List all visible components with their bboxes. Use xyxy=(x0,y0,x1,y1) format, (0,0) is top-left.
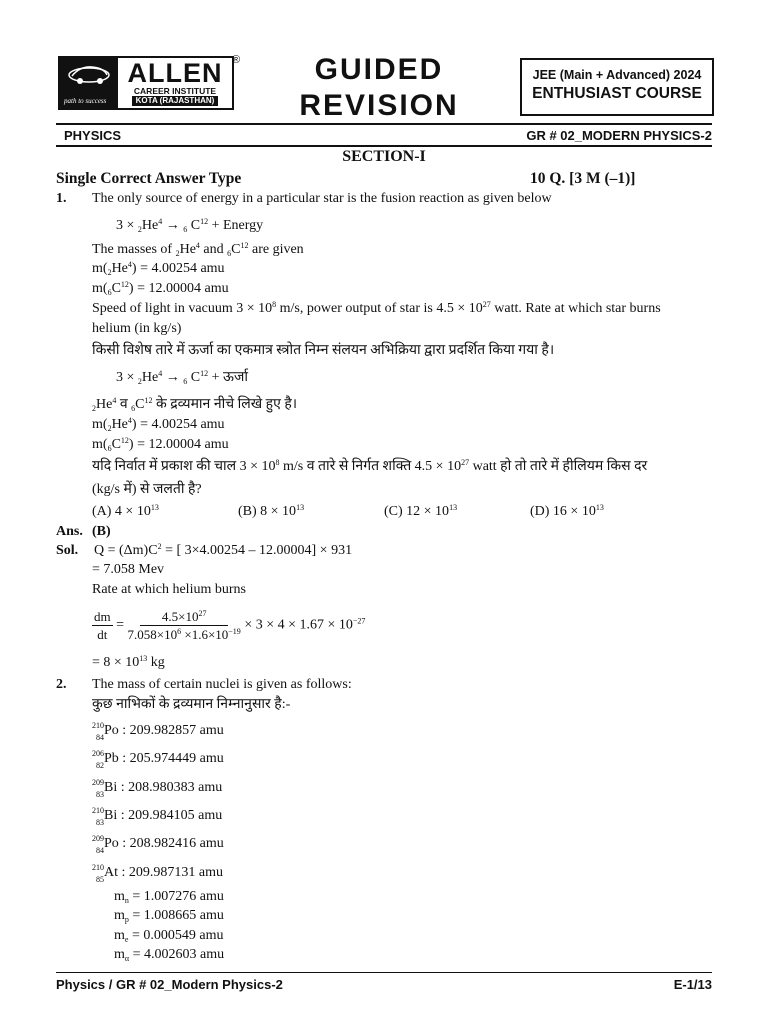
solution-line-1: $Q = (\Delta m)C^2$ = [ 3×4.00254 – 12.00004] × 931 xyxy=(94,542,353,558)
solution-line-3: Rate at which helium burns xyxy=(92,582,246,597)
course-name: ENTHUSIAST COURSE xyxy=(532,85,702,102)
logo-location: KOTA (RAJASTHAN) xyxy=(132,96,219,106)
particle-mass: $m_n = 1.007276$ amu xyxy=(114,889,224,905)
speed-line: Speed of light in vacuum $3 \times 10^8$ m/s, power output of star is $4.5 \times 10^{27}$ watt. Rate at which star burns xyxy=(92,300,661,316)
option-b: (B) $8 \times 10^{13}$ xyxy=(238,503,305,519)
hindi-mass-helium: $m(_2He^4) = 4.00254$ amu xyxy=(92,416,225,433)
title-line-2: REVISION xyxy=(299,89,459,122)
question-type: Single Correct Answer Type xyxy=(56,170,242,187)
hindi-stem: किसी विशेष तारे में ऊर्जा का एकमात्र स्त्रोत निम्न संलयन अभिक्रिया द्वारा प्रदर्शित किया गया है। xyxy=(92,343,555,358)
option-d: (D) $16 \times 10^{13}$ xyxy=(530,503,604,519)
logo-tagline: path to success xyxy=(64,97,107,105)
gr-label: GR # 02_MODERN PHYSICS-2 xyxy=(526,128,712,143)
option-a: (A) $4 \times 10^{13}$ xyxy=(92,503,159,519)
page-title xyxy=(296,52,462,124)
nucleus-row: 206 82 Pb : 205.974449 amu xyxy=(92,749,224,770)
footer-rule xyxy=(56,972,712,973)
question-stem: The only source of energy in a particular star is the fusion reaction as given below xyxy=(92,191,552,206)
course-box xyxy=(520,58,714,116)
rate-equation: $\frac{dm}{dt}$ = $\frac{4.5\times 10^{27}}{7.058\times 10^6 \times 1.6\times 10^{-19}}$ × $3 \times 4 \times 1.67 \times 10^{-27}$ xyxy=(94,609,366,642)
fusion-reaction: $3 \times _2He^4 \to _6$ $C^{12}$ + Energy xyxy=(116,217,264,234)
logo-word: ALLEN xyxy=(127,58,223,88)
solution-label: Sol. xyxy=(56,543,79,558)
hindi-masses-line: $_2He^4$ व $_6C^{12}$ के द्रव्यमान नीचे लिखे हुए है। xyxy=(92,396,298,413)
nucleus-row: 209 84 Po : 208.982416 amu xyxy=(92,834,224,855)
option-c: (C) $12 \times 10^{13}$ xyxy=(384,503,458,519)
question-number-2: 2. xyxy=(56,677,67,692)
question-2-stem: The mass of certain nuclei is given as follows: xyxy=(92,677,352,692)
hindi-speed-line-2: (kg/s में) से जलती है? xyxy=(92,482,202,497)
hindi-mass-carbon: $m(_6C^{12}) = 12.00004$ amu xyxy=(92,436,229,453)
allen-logo xyxy=(58,56,234,110)
solution-result: = $8 \times 10^{13}$ kg xyxy=(92,654,165,670)
nucleus-row: 210 84 Po : 209.982857 amu xyxy=(92,721,224,742)
nucleus-row: 210 85 At : 209.987131 amu xyxy=(92,863,223,884)
mass-helium: $m(_2He^4) = 4.00254$ amu xyxy=(92,260,225,277)
hindi-fusion-reaction: $3 \times _2He^4 \to _6$ $C^{12}$ + ऊर्जा xyxy=(116,369,248,386)
speed-line-2: helium (in kg/s) xyxy=(92,321,182,336)
mass-carbon: $m(_6C^{12}) = 12.00004$ amu xyxy=(92,280,229,297)
masses-line: The masses of $_2He^4$ and $_6C^{12}$ are given xyxy=(92,241,304,258)
car-icon xyxy=(60,58,118,94)
logo-emblem xyxy=(60,58,118,108)
logo-subtitle: CAREER INSTITUTE xyxy=(133,86,217,96)
title-line-1: GUIDED xyxy=(314,53,444,86)
solution-line-2: = 7.058 Mev xyxy=(92,562,165,577)
nucleus-row: 210 83 Bi : 209.984105 amu xyxy=(92,806,223,827)
question-2-hindi-stem: कुछ नाभिकों के द्रव्यमान निम्नानुसार है:- xyxy=(92,697,291,712)
particle-mass: $m_p = 1.008665$ amu xyxy=(114,908,224,924)
exam-name: JEE (Main + Advanced) 2024 xyxy=(532,68,702,82)
registered-mark: ® xyxy=(232,54,241,66)
question-number: 1. xyxy=(56,191,67,206)
marking-scheme: 10 Q. [3 M (–1)] xyxy=(530,170,636,187)
nucleus-row: 209 83 Bi : 208.980383 amu xyxy=(92,778,223,799)
answer-label: Ans. xyxy=(56,524,83,539)
particle-mass: $m_\alpha = 4.002603$ amu xyxy=(114,947,225,963)
hindi-speed-line: यदि निर्वात में प्रकाश की चाल $3 \times 10^8$ m/s व तारे से निर्गत शक्ति $4.5 \times 10^{27}$ watt हो तो तारे में हीलियम किस दर xyxy=(92,458,648,474)
section-title: SECTION-I xyxy=(342,148,426,165)
answer-value: (B) xyxy=(92,524,111,539)
footer-left: Physics / GR # 02_Modern Physics-2 xyxy=(56,977,283,992)
subject-label: PHYSICS xyxy=(64,128,122,143)
particle-mass: $m_e = 0.000549$ amu xyxy=(114,928,224,944)
header-rule-top xyxy=(56,123,712,125)
page-number: E-1/13 xyxy=(673,977,712,992)
header-rule-bottom xyxy=(56,145,712,147)
